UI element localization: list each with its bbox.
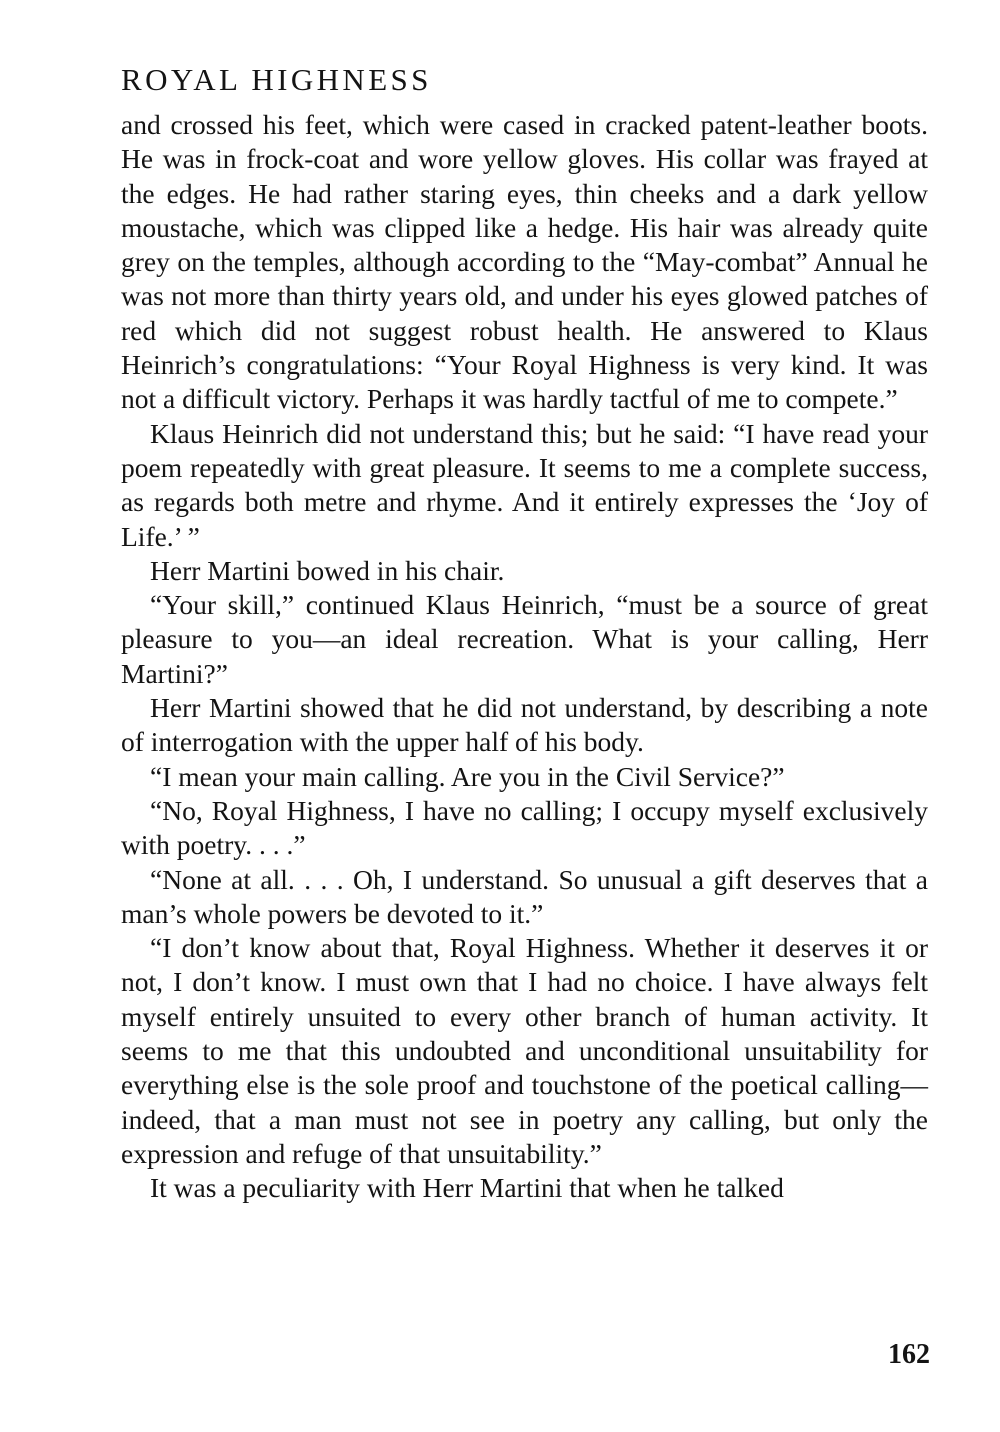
paragraph-7: “No, Royal Highness, I have no calling; I occupy myself exclusively with poetry. . . .” xyxy=(121,794,928,861)
paragraph-9: “I don’t know about that, Royal Highness. Whether it deserves it or not, I don’t know. I must own that I had no choice. I have always felt myself entirely unsuited to every other branch of human activity. It seems to me that this undoubted and unconditional unsuitability for everything else is the sole proof and touchstone of the poetical calling—indeed, that a man must not see in poetry any calling, but only the expression and refuge of that unsuitability.” xyxy=(121,932,928,1169)
paragraph-3: Herr Martini bowed in his chair. xyxy=(150,554,505,586)
running-head: ROYAL HIGHNESS xyxy=(121,62,432,97)
paragraph-2: Klaus Heinrich did not understand this; but he said: “I have read your poem repeatedly with great pleasure. It seems to me a complete success, as regards both metre and rhyme. And it entirely expresses the ‘Joy of Life.’ ” xyxy=(121,417,928,552)
paragraph-10: It was a peculiarity with Herr Martini that when he talked xyxy=(150,1172,784,1204)
paragraph-1: and crossed his feet, which were cased in cracked patent-leather boots. He was in frock-coat and wore yellow gloves. His collar was frayed at the edges. He had rather staring eyes, thin cheeks and a dark yellow moustache, which was clipped like a hedge. His hair was already quite grey on the temples, although according to the “May-combat” Annual he was not more than thirty years old, and under his eyes glowed patches of red which did not suggest robust health. He answered to Klaus Heinrich’s congratulations: “Your Royal Highness is very kind. It was not a difficult victory. Perhaps it was hardly tactful of me to compete.” xyxy=(121,109,928,415)
paragraph-8: “None at all. . . . Oh, I understand. So unusual a gift deserves that a man’s whole powers be devoted to it.” xyxy=(121,863,928,929)
page-number: 162 xyxy=(888,1339,930,1370)
body-text xyxy=(121,108,928,1206)
paragraph-6: “I mean your main calling. Are you in the Civil Service?” xyxy=(150,760,785,792)
paragraph-4: “Your skill,” continued Klaus Heinrich, “must be a source of great pleasure to you—an ideal recreation. What is your calling, Herr Martini?” xyxy=(121,589,928,689)
paragraph-5: Herr Martini showed that he did not understand, by describing a note of interrogation with the upper half of his body. xyxy=(121,692,928,758)
